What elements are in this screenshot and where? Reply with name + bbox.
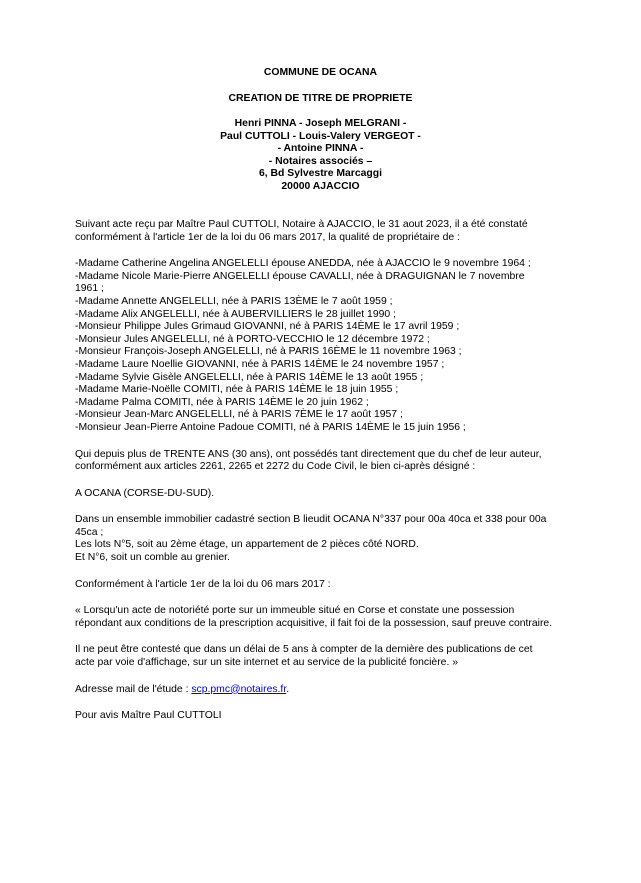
owner-line: -Madame Catherine Angelina ANGELELLI épouse ANEDDA, née à AJACCIO le 9 novembre 1964 ; (75, 258, 531, 270)
address-line: 20000 AJACCIO (281, 180, 360, 192)
document-title: CREATION DE TITRE DE PROPRIETE (228, 93, 413, 104)
notaries-line: - Antoine PINNA - (277, 143, 364, 155)
property-line: Et N°6, soit un comble au grenier. (75, 552, 230, 564)
owner-line: -Madame Nicole Marie-Pierre ANGELELLI épouse CAVALLI, née à DRAGUIGNAN le 7 novembre (75, 270, 525, 282)
owner-line: -Monsieur Jean-Pierre Antoine Padoue COMITI, né à PARIS 14ÈME le 15 juin 1956 ; (75, 421, 466, 433)
owner-line: -Madame Alix ANGELELLI, née à AUBERVILLIERS le 28 juillet 1990 ; (75, 308, 396, 320)
owner-line: -Madame Palma COMITI, née à PARIS 14ÈME le 20 juin 1962 ; (75, 396, 369, 408)
signature: Pour avis Maître Paul CUTTOLI (75, 710, 222, 722)
commune-title: COMMUNE DE OCANA (263, 67, 378, 78)
owners-list (75, 258, 555, 434)
location-paragraph: A OCANA (CORSE-DU-SUD). (75, 487, 215, 499)
owner-line: 1961 ; (75, 283, 104, 295)
owner-line: -Monsieur Philippe Jules Grimaud GIOVANNI, né à PARIS 14ÈME le 17 avril 1959 ; (75, 321, 460, 333)
property-line: Dans un ensemble immobilier cadastré section B lieudit OCANA N°337 pour 00a 40ca et 338 pour 00a 45ca ; (75, 514, 547, 538)
email-link[interactable]: scp.pmc@notaires.fr (191, 683, 287, 695)
owner-line: -Madame Marie-Noëlle COMITI, née à PARIS 14ÈME le 18 juin 1955 ; (75, 384, 399, 396)
address-line: 6, Bd Sylvestre Marcaggi (258, 168, 382, 180)
owner-line: -Madame Sylvie Gisèle ANGELELLI, née à PARIS 14ÈME le 13 août 1955 ; (75, 371, 424, 383)
owner-line: -Monsieur François-Joseph ANGELELLI, né à PARIS 16ÈME le 11 novembre 1963 ; (75, 346, 462, 358)
email-paragraph (75, 684, 555, 697)
property-description (75, 514, 555, 564)
email-suffix: . (286, 683, 290, 695)
email-label: Adresse mail de l'étude : (75, 683, 192, 695)
notaries-block (0, 118, 641, 194)
owner-line: -Madame Annette ANGELELLI, née à PARIS 13ÈME le 7 août 1959 ; (75, 295, 393, 307)
notaries-line: - Notaires associés – (268, 155, 373, 167)
owner-line: -Monsieur Jules ANGELELLI, né à PORTO-VECCHIO le 12 décembre 1972 ; (75, 333, 430, 345)
owner-line: -Monsieur Jean-Marc ANGELELLI, né à PARIS 7ÈME le 17 août 1957 ; (75, 409, 403, 421)
intro-paragraph: Suivant acte reçu par Maître Paul CUTTOLI, Notaire à AJACCIO, le 31 aout 2023, il a été constaté conformément à l'article 1er de la loi du 06 mars 2017, la qualité de propriétaire de : (75, 219, 528, 243)
notaries-line: Paul CUTTOLI - Louis-Valery VERGEOT - (220, 130, 421, 142)
quote-paragraph: « Lorsqu'un acte de notoriété porte sur un immeuble situé en Corse et constate une possession répondant aux conditions de la prescription acquisitive, il fait foi de la possession, sauf preuve contraire. (75, 605, 553, 629)
possession-paragraph: Qui depuis plus de TRENTE ANS (30 ans), ont possédés tant directement que du chef de leur auteur, conformément aux articles 2261, 2265 et 2272 du Code Civil, le bien ci-après désigné : (75, 448, 542, 473)
quote-paragraph: Il ne peut être contesté que dans un délai de 5 ans à compter de la dernière des publications de cet acte par voie d'affichage, sur un site internet et au service de la publicité foncière. » (75, 644, 533, 669)
property-line: Les lots N°5, soit au 2ème étage, un appartement de 2 pièces côté NORD. (75, 539, 419, 551)
notaries-line: Henri PINNA - Joseph MELGRANI - (234, 118, 407, 129)
document-body (75, 219, 555, 723)
owner-line: -Madame Laure Noellie GIOVANNI, née à PARIS 14ÈME le 24 novembre 1957 ; (75, 358, 445, 370)
conformity-paragraph: Conformément à l'article 1er de la loi du 06 mars 2017 : (75, 578, 331, 590)
